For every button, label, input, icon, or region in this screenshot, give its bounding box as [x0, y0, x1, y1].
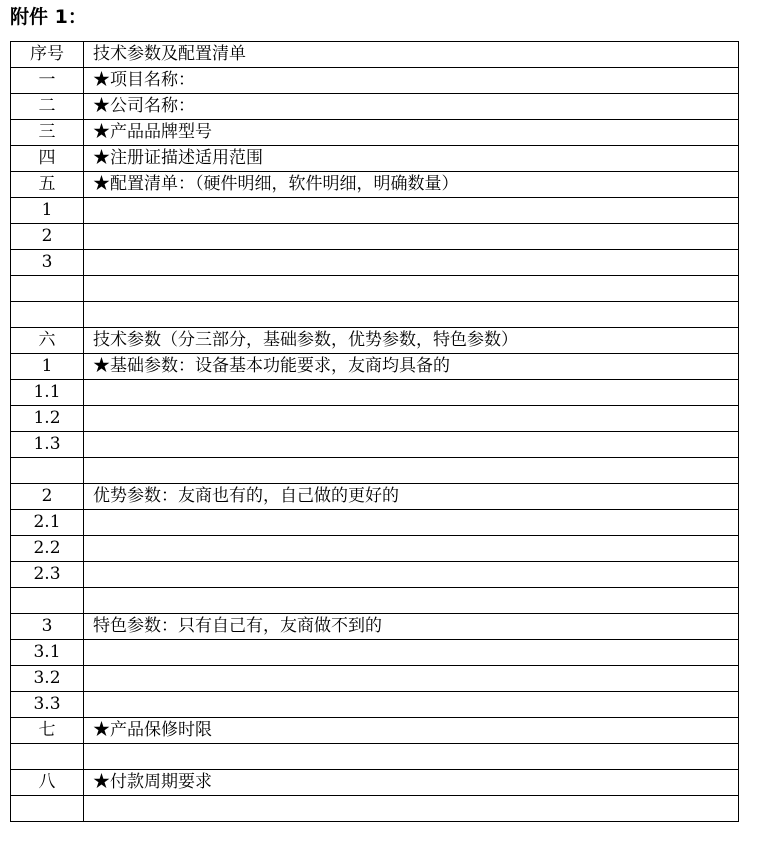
row-description: ★配置清单：（硬件明细，软件明细，明确数量）: [84, 172, 739, 198]
table-row: [11, 224, 739, 250]
table-row: [11, 770, 739, 796]
table-row: [11, 458, 739, 484]
row-serial-number: 1: [11, 198, 84, 224]
row-description: [84, 666, 739, 692]
row-serial-number: 七: [11, 718, 84, 744]
row-description: [84, 536, 739, 562]
table-row: [11, 484, 739, 510]
table-row: [11, 94, 739, 120]
table-row: [11, 406, 739, 432]
table-row: [11, 354, 739, 380]
row-serial-number: [11, 796, 84, 822]
attachment-heading: 附件 1：: [10, 6, 87, 28]
row-serial-number: 3: [11, 614, 84, 640]
row-description: [84, 562, 739, 588]
table-row: [11, 172, 739, 198]
row-description: 特色参数：只有自己有，友商做不到的: [84, 614, 739, 640]
row-serial-number: 2.2: [11, 536, 84, 562]
table-row: [11, 744, 739, 770]
row-serial-number: 1.3: [11, 432, 84, 458]
table-header-row: [11, 42, 739, 68]
table-row: [11, 588, 739, 614]
row-description: [84, 302, 739, 328]
table-row: [11, 510, 739, 536]
spec-table: [10, 41, 739, 822]
row-serial-number: 六: [11, 328, 84, 354]
table-row: [11, 198, 739, 224]
table-row: [11, 666, 739, 692]
row-description: [84, 588, 739, 614]
table-row: [11, 146, 739, 172]
row-serial-number: 2: [11, 224, 84, 250]
row-description: [84, 250, 739, 276]
table-row: [11, 796, 739, 822]
table-row: [11, 250, 739, 276]
row-serial-number: 1: [11, 354, 84, 380]
row-serial-number: 二: [11, 94, 84, 120]
row-serial-number: 3: [11, 250, 84, 276]
table-row: [11, 68, 739, 94]
table-row: [11, 562, 739, 588]
row-serial-number: [11, 276, 84, 302]
row-serial-number: [11, 302, 84, 328]
row-description: ★产品保修时限: [84, 718, 739, 744]
row-description: [84, 744, 739, 770]
row-description: [84, 640, 739, 666]
row-serial-number: 八: [11, 770, 84, 796]
row-serial-number: 五: [11, 172, 84, 198]
row-description: [84, 432, 739, 458]
table-row: [11, 640, 739, 666]
row-description: 优势参数：友商也有的，自己做的更好的: [84, 484, 739, 510]
table-row: [11, 614, 739, 640]
header-spec-list: 技术参数及配置清单: [84, 42, 739, 68]
row-serial-number: 2.1: [11, 510, 84, 536]
row-serial-number: 1.1: [11, 380, 84, 406]
table-row: [11, 328, 739, 354]
row-description: [84, 276, 739, 302]
table-row: [11, 536, 739, 562]
table-row: [11, 120, 739, 146]
table-row: [11, 380, 739, 406]
row-serial-number: 四: [11, 146, 84, 172]
row-serial-number: 1.2: [11, 406, 84, 432]
row-description: [84, 406, 739, 432]
table-row: [11, 302, 739, 328]
row-serial-number: [11, 588, 84, 614]
row-description: [84, 380, 739, 406]
table-row: [11, 718, 739, 744]
row-description: [84, 458, 739, 484]
row-description: [84, 510, 739, 536]
row-description: [84, 198, 739, 224]
header-serial-number: 序号: [11, 42, 84, 68]
row-serial-number: 一: [11, 68, 84, 94]
row-description: [84, 692, 739, 718]
row-serial-number: [11, 458, 84, 484]
row-description: ★产品品牌型号: [84, 120, 739, 146]
row-description: ★项目名称：: [84, 68, 739, 94]
table-row: [11, 276, 739, 302]
row-description: ★付款周期要求: [84, 770, 739, 796]
row-serial-number: 3.3: [11, 692, 84, 718]
row-serial-number: [11, 744, 84, 770]
table-row: [11, 692, 739, 718]
table-row: [11, 432, 739, 458]
row-description: ★基础参数：设备基本功能要求，友商均具备的: [84, 354, 739, 380]
row-serial-number: 3.1: [11, 640, 84, 666]
row-serial-number: 2.3: [11, 562, 84, 588]
row-description: 技术参数（分三部分，基础参数，优势参数，特色参数）: [84, 328, 739, 354]
row-description: [84, 796, 739, 822]
row-description: ★注册证描述适用范围: [84, 146, 739, 172]
row-serial-number: 3.2: [11, 666, 84, 692]
row-serial-number: 三: [11, 120, 84, 146]
row-description: [84, 224, 739, 250]
row-serial-number: 2: [11, 484, 84, 510]
row-description: ★公司名称：: [84, 94, 739, 120]
